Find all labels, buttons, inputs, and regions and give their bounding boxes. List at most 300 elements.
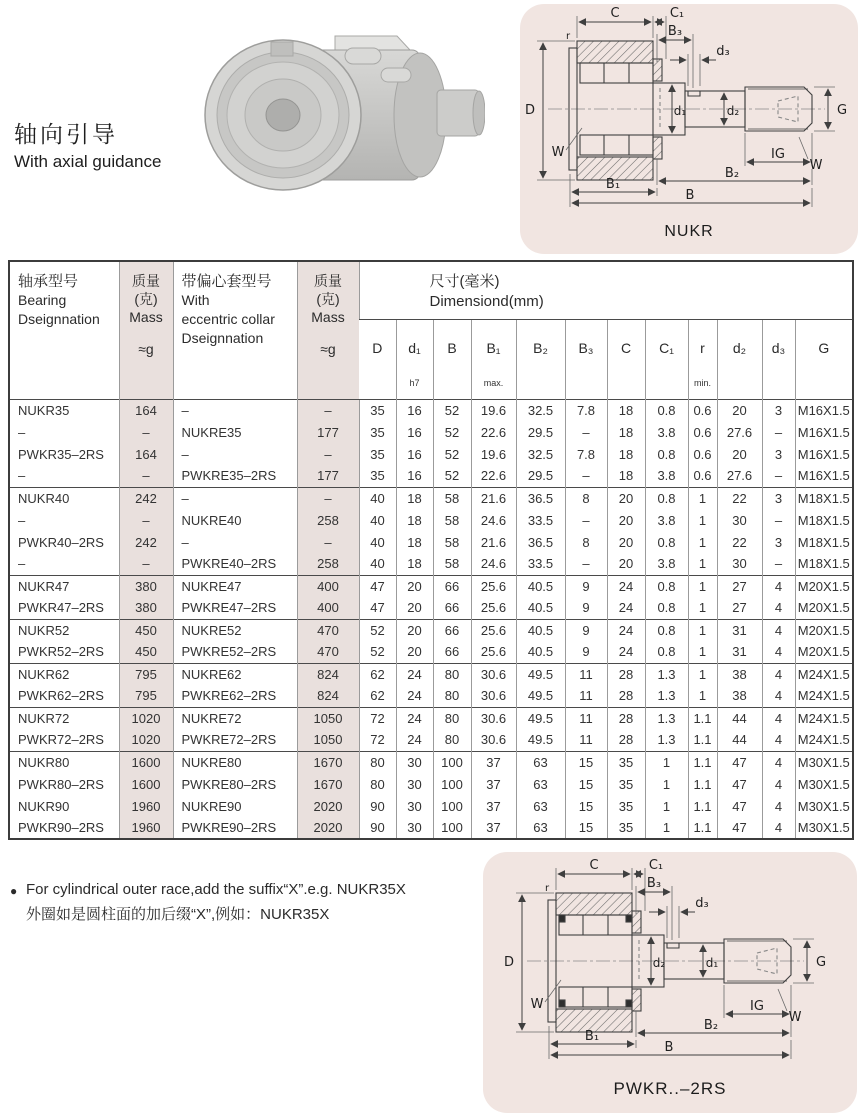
- table-row: [9, 509, 853, 531]
- table-cell: 20: [717, 443, 762, 465]
- dim-col-header: r min.: [688, 319, 717, 399]
- dim-label-b3: B₃: [646, 876, 662, 891]
- table-cell: 1: [688, 663, 717, 685]
- table-cell: 450: [119, 641, 173, 663]
- table-cell: M30X1.5: [795, 773, 853, 795]
- table-cell: 1: [688, 685, 717, 707]
- header-designation-en1: Bearing: [18, 292, 67, 308]
- header-eccentric-en1: With: [181, 292, 210, 308]
- table-cell: 27.6: [717, 465, 762, 487]
- dim-label-d2: d₂: [726, 104, 740, 118]
- table-cell: 177: [297, 465, 359, 487]
- table-cell: 20: [396, 619, 433, 641]
- table-row: [9, 531, 853, 553]
- table-cell: 18: [396, 531, 433, 553]
- table-cell: 20: [607, 553, 645, 575]
- header-designation-zh: 轴承型号: [18, 273, 79, 290]
- table-cell: 9: [565, 597, 607, 619]
- table-cell: 18: [396, 509, 433, 531]
- table-cell: 1.1: [688, 795, 717, 817]
- header-eccentric-en3: Dseignnation: [181, 330, 264, 346]
- table-cell: M20X1.5: [795, 597, 853, 619]
- table-cell: 0.6: [688, 399, 717, 421]
- table-cell: M18X1.5: [795, 487, 853, 509]
- table-cell: 450: [119, 619, 173, 641]
- table-cell: M24X1.5: [795, 729, 853, 751]
- footnote-line2: 外圈如是圆柱面的加后缀“X”,例如：NUKR35X: [26, 906, 330, 923]
- header-designation-en2: Dseignnation: [18, 311, 100, 327]
- table-cell: 37: [471, 751, 516, 773]
- table-cell: 24: [396, 685, 433, 707]
- table-cell: 0.6: [688, 465, 717, 487]
- table-cell: 2020: [297, 795, 359, 817]
- table-cell: 1: [688, 509, 717, 531]
- table-cell: M24X1.5: [795, 685, 853, 707]
- table-cell: 63: [516, 817, 565, 839]
- table-cell: 24.6: [471, 553, 516, 575]
- table-cell: 4: [762, 619, 795, 641]
- header-dimensions: [359, 261, 853, 319]
- table-cell: 35: [607, 795, 645, 817]
- table-cell: 40: [359, 487, 396, 509]
- table-row: [9, 641, 853, 663]
- table-cell: 52: [433, 443, 471, 465]
- table-cell: 58: [433, 531, 471, 553]
- header-mass: [119, 261, 173, 399]
- header-eccentric-designation: [173, 261, 297, 399]
- table-cell: M18X1.5: [795, 531, 853, 553]
- table-cell: 28: [607, 729, 645, 751]
- table-cell: 15: [565, 751, 607, 773]
- table-row: [9, 465, 853, 487]
- footnote-line1: For cylindrical outer race,add the suffix“X”.e.g. NUKR35X: [26, 881, 406, 898]
- header-eccentric-zh: 带偏心套型号: [181, 273, 272, 290]
- bullet-icon: ●: [10, 884, 18, 898]
- table-cell: 24: [607, 641, 645, 663]
- table-cell: 1: [645, 751, 688, 773]
- table-cell: –: [565, 553, 607, 575]
- table-cell: NUKR47: [9, 575, 119, 597]
- table-cell: 30.6: [471, 707, 516, 729]
- table-cell: 824: [297, 685, 359, 707]
- table-cell: 164: [119, 443, 173, 465]
- table-cell: 0.8: [645, 575, 688, 597]
- table-cell: 24: [396, 707, 433, 729]
- table-cell: 4: [762, 773, 795, 795]
- header-dims-en: Dimensiond(mm): [429, 293, 544, 310]
- table-cell: 4: [762, 663, 795, 685]
- diagram-caption-pwkr: PWKR..–2RS: [613, 1079, 727, 1098]
- table-cell: 11: [565, 707, 607, 729]
- table-cell: 4: [762, 729, 795, 751]
- table-cell: 4: [762, 817, 795, 839]
- table-cell: 100: [433, 751, 471, 773]
- table-cell: 27: [717, 575, 762, 597]
- table-cell: 80: [433, 685, 471, 707]
- table-cell: NUKRE35: [173, 421, 297, 443]
- dim-col-header: C₁: [645, 319, 688, 399]
- table-row: [9, 795, 853, 817]
- table-cell: 1960: [119, 817, 173, 839]
- intro-block: [14, 116, 161, 172]
- table-cell: 33.5: [516, 553, 565, 575]
- table-cell: NUKRE47: [173, 575, 297, 597]
- table-cell: PWKR62–2RS: [18, 688, 104, 704]
- table-cell: 258: [297, 509, 359, 531]
- photo-stud-end: [473, 91, 485, 135]
- table-cell: 28: [607, 707, 645, 729]
- dim-label-b2: B₂: [724, 166, 740, 181]
- table-row: [9, 443, 853, 465]
- nukr-labels: [525, 6, 847, 203]
- dim-label-D: D: [503, 955, 515, 970]
- table-cell: 795: [119, 685, 173, 707]
- table-cell: 380: [119, 597, 173, 619]
- table-cell: 1: [688, 641, 717, 663]
- table-cell: 30: [396, 773, 433, 795]
- photo-roller: [345, 48, 381, 64]
- table-cell: –: [297, 531, 359, 553]
- dim-col-header: d₁ h7: [396, 319, 433, 399]
- footnote: [10, 878, 406, 927]
- table-cell: –: [18, 556, 26, 572]
- table-cell: 16: [396, 421, 433, 443]
- dim-label-w-left: W: [530, 997, 544, 1012]
- table-cell: 470: [297, 641, 359, 663]
- table-cell: 90: [359, 817, 396, 839]
- dim-col-header: B₂: [516, 319, 565, 399]
- table-cell: PWKR80–2RS: [18, 776, 104, 792]
- table-cell: 25.6: [471, 619, 516, 641]
- table-cell: –: [297, 399, 359, 421]
- table-body: [9, 399, 853, 839]
- table-cell: 1050: [297, 707, 359, 729]
- table-cell: 40: [359, 531, 396, 553]
- table-row: [9, 399, 853, 421]
- table-cell: –: [18, 512, 26, 528]
- table-cell: 20: [717, 399, 762, 421]
- table-cell: 3: [762, 443, 795, 465]
- table-row: [9, 421, 853, 443]
- table-cell: 49.5: [516, 663, 565, 685]
- dim-col-header: B₁ max.: [471, 319, 516, 399]
- table-cell: 1.1: [688, 773, 717, 795]
- dim-label-G: G: [836, 103, 848, 118]
- table-row: [9, 685, 853, 707]
- table-cell: M24X1.5: [795, 663, 853, 685]
- table-cell: 58: [433, 487, 471, 509]
- table-cell: 4: [762, 795, 795, 817]
- table-cell: 1670: [297, 751, 359, 773]
- table-cell: M16X1.5: [795, 443, 853, 465]
- table-cell: 3: [762, 399, 795, 421]
- table-cell: 21.6: [471, 487, 516, 509]
- dim-label-b3: B₃: [667, 24, 683, 39]
- table-cell: 18: [607, 399, 645, 421]
- table-cell: PWKR47–2RS: [18, 600, 104, 616]
- table-cell: 400: [297, 575, 359, 597]
- table-cell: PWKRE90–2RS: [173, 817, 297, 839]
- diagram-panel-pwkr: [483, 852, 857, 1113]
- table-cell: PWKR90–2RS: [18, 820, 104, 835]
- table-cell: 72: [359, 729, 396, 751]
- table-cell: 47: [717, 773, 762, 795]
- table-cell: 2020: [297, 817, 359, 839]
- table-cell: PWKRE62–2RS: [173, 685, 297, 707]
- intro-title-zh: 轴向引导: [14, 121, 118, 147]
- table-cell: M16X1.5: [795, 465, 853, 487]
- table-cell: 27.6: [717, 421, 762, 443]
- header-mass2-approx: ≈g: [320, 341, 336, 357]
- table-cell: 35: [607, 751, 645, 773]
- dim-label-w-left: W: [551, 145, 565, 160]
- dim-label-b1: B₁: [605, 177, 621, 192]
- table-cell: 4: [762, 575, 795, 597]
- dim-label-d2: d₂: [652, 956, 666, 970]
- table-cell: 32.5: [516, 399, 565, 421]
- dim-col-header: G: [795, 319, 853, 399]
- table-cell: PWKRE47–2RS: [173, 597, 297, 619]
- table-cell: 20: [607, 487, 645, 509]
- table-cell: NUKR80: [9, 751, 119, 773]
- table-cell: M18X1.5: [795, 553, 853, 575]
- table-cell: –: [297, 487, 359, 509]
- header-mass-zh2: (克): [134, 291, 158, 307]
- table-cell: 63: [516, 795, 565, 817]
- table-cell: 7.8: [565, 443, 607, 465]
- table-cell: 4: [762, 597, 795, 619]
- header-dims-zh: 尺寸(毫米): [429, 273, 500, 290]
- table-cell: 100: [433, 795, 471, 817]
- table-cell: 1670: [297, 773, 359, 795]
- table-cell: 49.5: [516, 707, 565, 729]
- table-cell: 100: [433, 773, 471, 795]
- table-cell: 20: [607, 509, 645, 531]
- dim-label-ig: IG: [771, 147, 785, 162]
- table-cell: 22: [717, 487, 762, 509]
- table-cell: 58: [433, 509, 471, 531]
- table-cell: –: [173, 443, 297, 465]
- table-row: [9, 597, 853, 619]
- table-cell: 20: [396, 641, 433, 663]
- table-cell: 52: [433, 465, 471, 487]
- table-cell: NUKRE40: [173, 509, 297, 531]
- nukr-technical-drawing: [520, 4, 858, 218]
- table-cell: 11: [565, 663, 607, 685]
- pwkr-technical-drawing: [483, 852, 857, 1074]
- dim-label-c1: C₁: [648, 858, 664, 873]
- table-cell: 29.5: [516, 465, 565, 487]
- table-cell: 30: [396, 751, 433, 773]
- header-eccentric-en2: eccentric collar: [181, 311, 275, 327]
- table-cell: 66: [433, 597, 471, 619]
- table-cell: 18: [607, 465, 645, 487]
- table-cell: NUKRE72: [173, 707, 297, 729]
- table-cell: 35: [607, 773, 645, 795]
- table-cell: 37: [471, 795, 516, 817]
- table-cell: PWKR52–2RS: [18, 644, 104, 660]
- table-cell: 8: [565, 531, 607, 553]
- table-cell: 0.8: [645, 487, 688, 509]
- table-cell: 1: [645, 817, 688, 839]
- table-cell: 33.5: [516, 509, 565, 531]
- table-cell: –: [119, 465, 173, 487]
- table-cell: 22.6: [471, 421, 516, 443]
- table-row: [9, 575, 853, 597]
- table-cell: 20: [607, 531, 645, 553]
- table-cell: 35: [359, 421, 396, 443]
- table-cell: –: [762, 553, 795, 575]
- dim-label-d1: d₁: [705, 956, 719, 970]
- photo-bore: [266, 99, 300, 131]
- table-cell: 1600: [119, 773, 173, 795]
- bearing-photo: [185, 18, 485, 213]
- table-cell: NUKR40: [9, 487, 119, 509]
- table-cell: 9: [565, 619, 607, 641]
- table-cell: 24: [396, 729, 433, 751]
- table-cell: 3.8: [645, 465, 688, 487]
- table-cell: NUKR35: [9, 399, 119, 421]
- table-cell: 18: [396, 553, 433, 575]
- table-cell: 63: [516, 751, 565, 773]
- dim-label-b: B: [685, 188, 695, 203]
- table-cell: –: [173, 399, 297, 421]
- table-cell: 40.5: [516, 597, 565, 619]
- table-cell: 35: [359, 399, 396, 421]
- table-cell: 1.1: [688, 729, 717, 751]
- table-row: [9, 817, 853, 839]
- dim-label-d1: d₁: [673, 104, 687, 118]
- table-cell: 47: [717, 795, 762, 817]
- table-cell: 38: [717, 663, 762, 685]
- table-cell: 58: [433, 553, 471, 575]
- table-cell: M24X1.5: [795, 707, 853, 729]
- table-cell: 4: [762, 641, 795, 663]
- table-cell: 1: [645, 773, 688, 795]
- table-cell: 22.6: [471, 465, 516, 487]
- table-cell: 30.6: [471, 685, 516, 707]
- table-cell: 16: [396, 465, 433, 487]
- table-cell: 11: [565, 685, 607, 707]
- table-cell: 32.5: [516, 443, 565, 465]
- table-cell: 47: [717, 817, 762, 839]
- table-cell: M30X1.5: [795, 795, 853, 817]
- table-cell: PWKR35–2RS: [18, 446, 104, 462]
- table-cell: –: [18, 424, 26, 440]
- table-cell: –: [565, 509, 607, 531]
- table-cell: 40.5: [516, 619, 565, 641]
- table-cell: –: [119, 421, 173, 443]
- table-cell: 242: [119, 487, 173, 509]
- table-cell: 1.1: [688, 817, 717, 839]
- header-bearing-designation: [9, 261, 119, 399]
- table-cell: 52: [433, 399, 471, 421]
- table-cell: 21.6: [471, 531, 516, 553]
- spec-table-wrapper: [8, 260, 852, 840]
- table-cell: 3: [762, 531, 795, 553]
- header-mass-2: [297, 261, 359, 399]
- dim-label-b1: B₁: [584, 1029, 600, 1044]
- table-cell: –: [762, 465, 795, 487]
- table-cell: 9: [565, 575, 607, 597]
- dim-label-c: C: [610, 6, 620, 21]
- table-cell: NUKRE80: [173, 751, 297, 773]
- header-mass2-en: Mass: [311, 309, 345, 325]
- table-cell: –: [119, 553, 173, 575]
- table-cell: 40: [359, 509, 396, 531]
- table-cell: 52: [359, 641, 396, 663]
- table-cell: 16: [396, 399, 433, 421]
- table-cell: 1050: [297, 729, 359, 751]
- table-cell: 24: [607, 619, 645, 641]
- table-cell: 1: [688, 553, 717, 575]
- table-cell: 18: [396, 487, 433, 509]
- table-cell: 15: [565, 795, 607, 817]
- table-cell: 1.1: [688, 751, 717, 773]
- table-cell: 380: [119, 575, 173, 597]
- table-cell: –: [18, 468, 26, 484]
- table-cell: 0.8: [645, 443, 688, 465]
- table-cell: 0.8: [645, 597, 688, 619]
- table-row: [9, 487, 853, 509]
- table-cell: –: [297, 443, 359, 465]
- table-cell: 18: [607, 443, 645, 465]
- table-cell: 35: [607, 817, 645, 839]
- table-cell: M20X1.5: [795, 619, 853, 641]
- table-cell: 30: [717, 509, 762, 531]
- table-cell: M16X1.5: [795, 421, 853, 443]
- table-cell: 72: [359, 707, 396, 729]
- table-cell: 62: [359, 685, 396, 707]
- dim-label-w-right: W: [788, 1010, 802, 1025]
- table-cell: 1.3: [645, 707, 688, 729]
- table-cell: 1: [645, 795, 688, 817]
- photo-roller: [381, 68, 411, 82]
- table-cell: PWKRE40–2RS: [173, 553, 297, 575]
- table-cell: 100: [433, 817, 471, 839]
- table-cell: NUKRE62: [173, 663, 297, 685]
- table-cell: 24: [396, 663, 433, 685]
- dim-label-G: G: [815, 955, 827, 970]
- table-cell: 20: [396, 597, 433, 619]
- table-cell: 80: [433, 663, 471, 685]
- table-cell: –: [119, 509, 173, 531]
- table-cell: 24.6: [471, 509, 516, 531]
- table-cell: 47: [717, 751, 762, 773]
- dim-label-D: D: [524, 103, 536, 118]
- table-cell: 28: [607, 663, 645, 685]
- table-cell: PWKRE80–2RS: [173, 773, 297, 795]
- table-cell: 1.3: [645, 663, 688, 685]
- dim-label-d3: d₃: [716, 44, 730, 59]
- table-cell: 4: [762, 685, 795, 707]
- table-cell: 35: [359, 443, 396, 465]
- header-mass2-zh2: (克): [316, 291, 340, 307]
- table-cell: 30: [396, 817, 433, 839]
- table-cell: 24: [607, 597, 645, 619]
- table-cell: 47: [359, 575, 396, 597]
- table-cell: 38: [717, 685, 762, 707]
- table-cell: 1.1: [688, 707, 717, 729]
- table-cell: M20X1.5: [795, 641, 853, 663]
- table-cell: 20: [396, 575, 433, 597]
- table-cell: 37: [471, 773, 516, 795]
- table-cell: 0.8: [645, 399, 688, 421]
- table-cell: M20X1.5: [795, 575, 853, 597]
- table-cell: 25.6: [471, 641, 516, 663]
- table-cell: 1: [688, 531, 717, 553]
- dim-label-b: B: [664, 1040, 674, 1055]
